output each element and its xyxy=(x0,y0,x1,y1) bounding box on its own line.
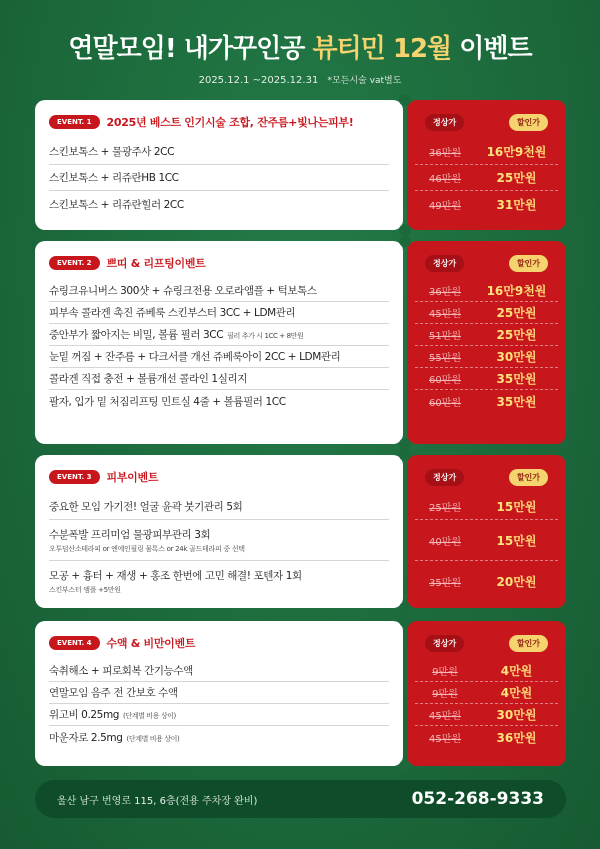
treatment-line xyxy=(49,663,389,678)
price-header xyxy=(407,633,566,653)
price-row xyxy=(415,561,558,602)
regular-price: 9만원 xyxy=(432,667,458,678)
treatment-item[interactable] xyxy=(49,494,389,520)
treatment-name: 중요한 모임 가기전! 얼굴 윤곽 붓기관리 5회 xyxy=(49,501,243,513)
event-header xyxy=(49,467,389,487)
regular-price: 35만원 xyxy=(428,578,462,589)
sale-price-label: 할인가 xyxy=(509,114,548,131)
event-title: 피부이벤트 xyxy=(106,471,159,484)
price-row xyxy=(415,191,558,217)
treatment-line xyxy=(49,170,389,185)
event-card-4 xyxy=(35,621,566,766)
treatment-line xyxy=(49,685,389,700)
event-badge: EVENT. 1 xyxy=(49,115,100,129)
price-panel xyxy=(407,621,566,766)
regular-price-label: 정상가 xyxy=(425,635,464,652)
treatment-item[interactable] xyxy=(49,682,389,704)
treatment-note: (단계별 비용 상이) xyxy=(126,734,180,743)
sale-price: 16만9천원 xyxy=(486,145,547,159)
regular-price-label: 정상가 xyxy=(425,114,464,131)
price-row xyxy=(415,302,558,324)
treatment-name: 스킨보톡스 + 리쥬란HB 1CC xyxy=(49,172,179,184)
sale-price: 16만9천원 xyxy=(486,284,547,298)
footer-bar xyxy=(35,780,566,818)
event-badge: EVENT. 2 xyxy=(49,256,100,270)
treatment-item[interactable] xyxy=(49,346,389,368)
price-header xyxy=(407,112,566,132)
price-row xyxy=(415,368,558,390)
event-details xyxy=(35,455,403,608)
treatment-line xyxy=(49,527,389,542)
treatment-line xyxy=(49,197,389,212)
event-title: 쁘띠 & 리프팅이벤트 xyxy=(106,257,206,270)
regular-price: 55만원 xyxy=(428,353,462,364)
price-row xyxy=(415,682,558,704)
treatment-name: 스킨보톡스 + 리쥬란힐러 2CC xyxy=(49,198,184,211)
treatment-name: 모공 + 흉터 + 재생 + 홍조 한번에 고민 해결! 포텐자 1회 xyxy=(49,570,302,582)
treatment-name: 슈링크유니버스 300샷 + 슈링크전용 오로라앰플 + 턱보톡스 xyxy=(49,285,317,297)
treatment-note: 필러 추가 시 1CC + 8만원 xyxy=(227,332,304,340)
treatment-item[interactable] xyxy=(49,324,389,346)
treatment-line xyxy=(49,371,389,386)
treatment-line xyxy=(49,327,389,342)
price-row xyxy=(415,165,558,191)
sale-price: 31만원 xyxy=(496,197,537,212)
phone-number[interactable]: 052-268-9333 xyxy=(411,789,544,809)
treatment-name: 수분폭발 프리미엄 물광피부관리 3회 xyxy=(49,528,211,541)
treatment-line xyxy=(49,349,389,364)
price-panel xyxy=(407,455,566,608)
treatment-item[interactable] xyxy=(49,165,389,191)
treatment-item[interactable] xyxy=(49,191,389,217)
sale-price: 4만원 xyxy=(500,664,533,678)
treatment-note: (단계별 비용 상이) xyxy=(123,712,176,720)
header xyxy=(0,32,600,86)
regular-price: 36만원 xyxy=(428,148,462,159)
regular-price: 45만원 xyxy=(428,309,462,320)
event-card-2 xyxy=(35,241,566,444)
address: 울산 남구 번영로 115, 6층(전용 주차장 완비) xyxy=(57,795,258,807)
price-header xyxy=(407,253,566,273)
price-row xyxy=(415,494,558,520)
regular-price: 51만원 xyxy=(428,331,462,342)
treatment-option-note: 스킨부스터 앰플 +5만원 xyxy=(49,586,121,594)
event-badge: EVENT. 4 xyxy=(49,636,100,650)
sale-price-label: 할인가 xyxy=(509,255,548,272)
treatment-name: 숙취해소 + 피로회복 간기능수액 xyxy=(49,665,193,677)
event-details xyxy=(35,100,403,230)
ticket-notch xyxy=(399,602,411,614)
event-title: 수액 & 비만이벤트 xyxy=(106,637,196,650)
ticket-notch xyxy=(399,94,411,106)
regular-price: 36만원 xyxy=(428,287,462,298)
sale-price: 20만원 xyxy=(496,575,537,589)
treatment-item[interactable] xyxy=(49,280,389,302)
regular-price: 45만원 xyxy=(428,711,462,722)
sale-price: 35만원 xyxy=(496,372,537,386)
treatment-line xyxy=(49,394,389,409)
price-row xyxy=(415,280,558,302)
price-row xyxy=(415,324,558,346)
treatment-item[interactable] xyxy=(49,390,389,412)
ticket-notch xyxy=(399,615,411,627)
regular-price-label: 정상가 xyxy=(425,469,464,486)
regular-price: 46만원 xyxy=(428,174,462,185)
regular-price: 9만원 xyxy=(432,689,458,700)
regular-price: 60만원 xyxy=(428,375,462,386)
price-header xyxy=(407,467,566,487)
treatment-name: 위고비 0.25mg xyxy=(49,709,120,721)
treatment-name: 스킨보톡스 + 물광주사 2CC xyxy=(49,146,175,158)
treatment-name: 중안부가 짧아지는 비밀, 볼륨 필러 3CC xyxy=(49,329,224,341)
title-tail: 이벤트 xyxy=(459,34,532,64)
event-details xyxy=(35,241,403,444)
treatment-line xyxy=(49,568,389,583)
event-details xyxy=(35,621,403,766)
event-title: 2025년 베스트 인기시술 조합, 잔주름+빛나는피부! xyxy=(106,116,354,129)
sale-price-label: 할인가 xyxy=(509,635,548,652)
treatment-item[interactable] xyxy=(49,139,389,165)
price-row xyxy=(415,726,558,748)
treatment-name: 팔자, 입가 밑 처짐리프팅 민트실 4줄 + 볼륨필러 1CC xyxy=(49,395,286,408)
sale-price: 30만원 xyxy=(496,708,537,722)
treatment-item[interactable] xyxy=(49,302,389,324)
period-line xyxy=(0,73,600,86)
regular-price: 40만원 xyxy=(428,536,462,548)
price-row xyxy=(415,704,558,726)
vat-note: *모든시술 vat별도 xyxy=(327,76,402,86)
price-panel xyxy=(407,241,566,444)
event-header xyxy=(49,633,389,653)
ticket-notch xyxy=(399,760,411,772)
treatment-item[interactable] xyxy=(49,704,389,726)
price-row xyxy=(415,139,558,165)
price-row xyxy=(415,390,558,412)
sale-price: 35만원 xyxy=(496,394,537,409)
treatment-name: 연말모임 음주 전 간보호 수액 xyxy=(49,687,178,699)
treatment-line xyxy=(49,305,389,320)
treatment-name: 마운자로 2.5mg xyxy=(49,731,123,744)
regular-price: 25만원 xyxy=(428,503,462,514)
treatment-item[interactable] xyxy=(49,726,389,748)
treatment-item[interactable] xyxy=(49,660,389,682)
sale-price: 15만원 xyxy=(496,533,537,548)
event-header xyxy=(49,253,389,273)
event-period: 2025.12.1 ~2025.12.31 xyxy=(198,75,319,86)
treatment-item[interactable] xyxy=(49,561,389,602)
treatment-name: 콜라겐 직접 충전 + 볼륨개선 콜라인 1실리지 xyxy=(49,373,247,385)
treatment-line xyxy=(49,144,389,159)
treatment-line xyxy=(49,283,389,298)
regular-price: 49만원 xyxy=(428,200,462,212)
regular-price: 45만원 xyxy=(428,733,462,745)
sale-price: 4만원 xyxy=(500,686,533,700)
price-panel xyxy=(407,100,566,230)
page-title xyxy=(0,32,600,66)
price-row xyxy=(415,520,558,561)
title-white: 연말모임! 내가꾸인공 xyxy=(68,34,305,64)
treatment-line xyxy=(49,707,389,722)
treatment-line xyxy=(49,499,389,514)
regular-price-label: 정상가 xyxy=(425,255,464,272)
sale-price: 36만원 xyxy=(496,730,537,745)
treatment-name: 눈밑 꺼짐 + 잔주름 + 다크서클 개선 쥬베룩아이 2CC + LDM관리 xyxy=(49,351,341,363)
sale-price-label: 할인가 xyxy=(509,469,548,486)
regular-price: 60만원 xyxy=(428,397,462,409)
title-yellow: 뷰티민 12월 xyxy=(312,34,452,64)
event-badge: EVENT. 3 xyxy=(49,470,100,484)
sale-price: 25만원 xyxy=(496,306,537,320)
event-card-3 xyxy=(35,455,566,608)
treatment-option-note: 오투덤산소테라피 or 엔에인필링 물톡스 or 24k 골드테라피 중 선택 xyxy=(49,544,245,553)
treatment-item[interactable] xyxy=(49,520,389,561)
ticket-notch xyxy=(399,235,411,247)
ticket-notch xyxy=(399,449,411,461)
sale-price: 25만원 xyxy=(496,328,537,342)
event-header xyxy=(49,112,389,132)
price-row xyxy=(415,346,558,368)
sale-price: 30만원 xyxy=(496,350,537,364)
sale-price: 25만원 xyxy=(496,171,537,185)
sale-price: 15만원 xyxy=(496,500,537,514)
event-card-1 xyxy=(35,100,566,230)
price-row xyxy=(415,660,558,682)
treatment-name: 피부속 콜라겐 촉진 쥬베룩 스킨부스터 3CC + LDM관리 xyxy=(49,307,296,319)
treatment-item[interactable] xyxy=(49,368,389,390)
treatment-line xyxy=(49,730,389,745)
